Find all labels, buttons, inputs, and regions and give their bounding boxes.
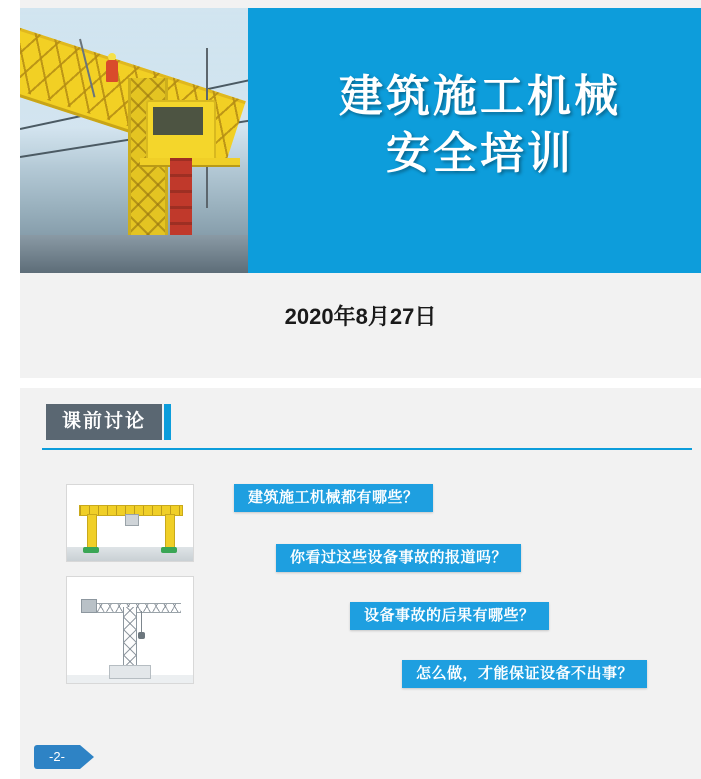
question-bubble-1: 建筑施工机械都有哪些？ — [234, 484, 433, 512]
title-line-2: 安全培训 — [386, 129, 574, 178]
page-number-label: -2- — [34, 745, 80, 769]
gantry-wheel-right — [161, 547, 177, 553]
tower-mast — [123, 607, 137, 669]
crane-photo — [20, 8, 248, 273]
gantry-hoist — [125, 514, 139, 526]
tower-hook — [138, 632, 145, 639]
tower-base — [109, 665, 151, 679]
question-bubble-2: 你看过这些设备事故的报道吗？ — [276, 544, 521, 572]
gantry-leg-left — [87, 514, 97, 550]
gantry-wheel-left — [83, 547, 99, 553]
section-header-accent — [164, 404, 171, 440]
photo-cab-window — [153, 107, 203, 135]
tower-hoist-line — [141, 611, 142, 633]
gantry-crane-photo — [66, 484, 194, 562]
left-margin — [0, 0, 20, 779]
title-date: 2020年8月27日 — [284, 304, 437, 329]
tower-counterweight — [81, 599, 97, 613]
title-banner — [20, 8, 701, 273]
question-bubble-4: 怎么做，才能保证设备不出事？ — [402, 660, 647, 688]
question-bubble-3: 设备事故的后果有哪些？ — [350, 602, 549, 630]
title-slide — [20, 0, 701, 378]
tower-crane-photo — [66, 576, 194, 684]
section-header-label: 课前讨论 — [46, 404, 162, 440]
page-number-arrow-icon — [80, 745, 94, 769]
photo-worker — [106, 60, 118, 82]
page-title — [265, 68, 695, 182]
section-header-underline — [42, 448, 692, 450]
discussion-slide — [20, 388, 701, 779]
title-line-1: 建筑施工机械 — [339, 72, 621, 121]
slide-separator — [0, 378, 701, 388]
photo-ground — [20, 235, 248, 273]
gantry-leg-right — [165, 514, 175, 550]
